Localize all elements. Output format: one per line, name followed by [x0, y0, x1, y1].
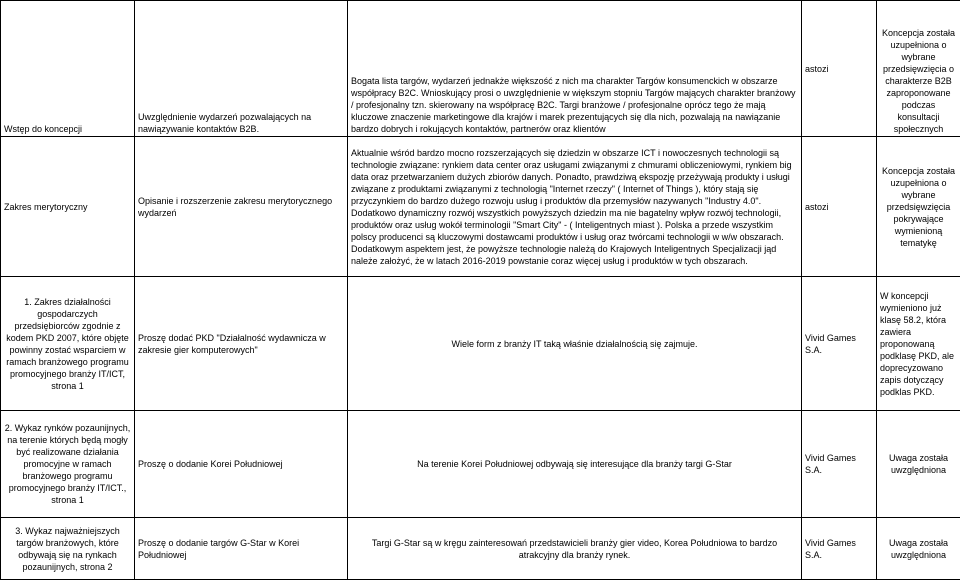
request-cell: Opisanie i rozszerzenie zakresu merytorycznego wydarzeń — [135, 137, 348, 277]
submitter-cell: Vivid Games S.A. — [802, 518, 877, 580]
section-cell: Zakres merytoryczny — [1, 137, 135, 277]
table-row — [1, 277, 960, 411]
submitter-cell: Vivid Games S.A. — [802, 277, 877, 411]
justification-cell: Bogata lista targów, wydarzeń jednakże większość z nich ma charakter Targów konsumenckich w obszarze współpracy B2C. Wnioskujący prosi o uwzględnienie w większym stopniu Targów mających charakter branżowy / profesjonalny tzn. skierowany na współpracę B2C. Targi branżowe / profesjonalne oprócz tego że mają kluczowe znaczenie marketingowe dla krajów i marek prezentujących się dla nich, pozwalają na nawiązanie bardzo dobrych i rokujących kontaktów, partnerów oraz klientów — [348, 1, 802, 137]
table-row — [1, 1, 960, 137]
section-cell: 2. Wykaz rynków pozaunijnych, na terenie których będą mogły być realizowane działania promocyjne w ramach branżowego programu promocyjnego branży IT/ICT., strona 1 — [1, 411, 135, 518]
section-cell: 1. Zakres działalności gospodarczych przedsiębiorców zgodnie z kodem PKD 2007, które objęte powinny zostać wsparciem w ramach branżowego programu promocyjnego branży IT/ICT, strona 1 — [1, 277, 135, 411]
justification-cell: Na terenie Korei Południowej odbywają się interesujące dla branży targi G-Star — [348, 411, 802, 518]
justification-cell: Targi G-Star są w kręgu zainteresowań przedstawicieli branży gier video, Korea Południowa to bardzo atrakcyjny dla branży rynek. — [348, 518, 802, 580]
response-cell: Koncepcja została uzupełniona o wybrane przedsięwzięcia o charakterze B2B zaproponowane podczas konsultacji społecznych — [877, 1, 960, 137]
request-cell: Proszę o dodanie Korei Południowej — [135, 411, 348, 518]
request-cell: Proszę dodać PKD "Działalność wydawnicza w zakresie gier komputerowych" — [135, 277, 348, 411]
table-row — [1, 137, 960, 277]
section-cell: Wstęp do koncepcji — [1, 1, 135, 137]
request-cell: Proszę o dodanie targów G-Star w Korei Południowej — [135, 518, 348, 580]
response-cell: Uwaga została uwzględniona — [877, 518, 960, 580]
section-cell: 3. Wykaz najważniejszych targów branżowych, które odbywają się na rynkach pozaunijnych, strona 2 — [1, 518, 135, 580]
response-cell: Uwaga została uwzględniona — [877, 411, 960, 518]
request-cell: Uwzględnienie wydarzeń pozwalających na nawiązywanie kontaktów B2B. — [135, 1, 348, 137]
submitter-cell: Vivid Games S.A. — [802, 411, 877, 518]
justification-cell: Aktualnie wśród bardzo mocno rozszerzających się dziedzin w obszarze ICT i nowoczesnych technologii są technologie związane: rynkiem data center oraz usługami związanymi z chmurami obliczeniowymi, rynkiem big data oraz przetwarzaniem dużych zbiorów danych. Ponadto, prawdziwą ekspozję przeżywają produkty i usługi związane z produktami związanymi z technologią "Internet rzeczy" ( Internet of Things ), który stają się przyczynkiem do bardzo dużego rozwoju usług i produktów dla przemysłów nazywanych "Industry 4.0". Dodatkowo dynamiczny rozwój wszystkich powyższych dziedzin ma nie bagatelny wpływ rozwój technologii, produktów oraz usług wokół terminologii "Smart City" - ( Inteligentnych miast ). Polska a przede wszystkim polscy producenci są kluczowymi dostawcami produktów i usług oraz twórcami technologii w w/w obszarach. Dodatkowym aspektem jest, że powyższe technologie należą do Krajowych Inteligentnych Specjalizacji jąd należe założyć, że w latach 2016-2019 powstanie coraz więcej usług i produktów w tych obszarach. — [348, 137, 802, 277]
table-row — [1, 518, 960, 580]
table-row — [1, 411, 960, 518]
response-cell: Koncepcja została uzupełniona o wybrane przedsięwzięcia pokrywające wymienioną tematykę — [877, 137, 960, 277]
submitter-cell: astozi — [802, 1, 877, 137]
justification-cell: Wiele form z branży IT taką właśnie działalnością się zajmuje. — [348, 277, 802, 411]
submitter-cell: astozi — [802, 137, 877, 277]
response-cell: W koncepcji wymieniono już klasę 58.2, która zawiera proponowaną podklasę PKD, ale doprecyzowano zapis dotyczący podklas PKD. — [877, 277, 960, 411]
